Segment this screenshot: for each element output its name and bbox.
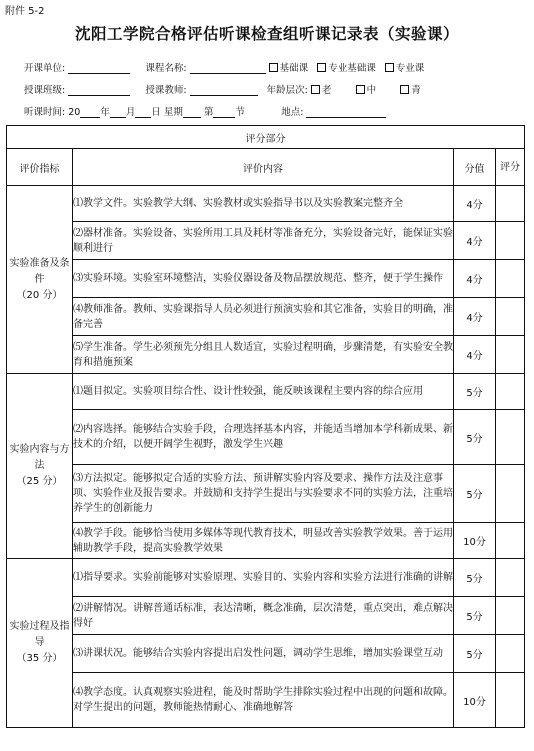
- score-cell: 10分: [454, 673, 496, 728]
- teacher-field[interactable]: [190, 85, 258, 96]
- basic-course-label: 基础课: [279, 63, 309, 74]
- professional-basic-course-checkbox[interactable]: [317, 63, 326, 72]
- rating-input-cell[interactable]: [496, 410, 525, 465]
- rating-input-cell[interactable]: [496, 186, 525, 222]
- age-young-checkbox[interactable]: [400, 85, 409, 94]
- unit-label: 开课单位:: [24, 63, 66, 74]
- professional-course-label: 专业课: [395, 63, 425, 74]
- score-cell: 5分: [454, 597, 496, 635]
- time-label: 听课时间:: [24, 107, 66, 118]
- indicator-cell: [7, 374, 73, 559]
- month-unit: 月: [125, 107, 136, 118]
- indicator-points: （25 分）: [16, 476, 63, 487]
- indicator-header: 评价指标: [7, 149, 73, 186]
- score-cell: 5分: [454, 374, 496, 410]
- header-row-class-teacher: [24, 82, 421, 96]
- rating-input-cell[interactable]: [496, 673, 525, 728]
- table-row: [7, 597, 525, 635]
- table-row: [7, 523, 525, 559]
- score-header: 分值: [454, 149, 496, 186]
- table-row: [7, 410, 525, 465]
- indicator-name: 实验内容与方法: [9, 444, 70, 471]
- content-cell: ⑷教师准备。教师、实验课指导人员必须进行预演实验和其它准备，实验目的明确，准备完善: [73, 298, 454, 336]
- table-row: [7, 260, 525, 298]
- score-cell: 4分: [454, 298, 496, 336]
- content-cell: ⑸学生准备。学生必须预先分组且人数适宜，实验过程明确，步骤清楚，有实验安全教育和措施预案: [73, 336, 454, 374]
- basic-course-checkbox[interactable]: [269, 63, 278, 72]
- rating-input-cell[interactable]: [496, 523, 525, 559]
- score-cell: 5分: [454, 559, 496, 597]
- professional-course-checkbox[interactable]: [385, 63, 394, 72]
- rating-input-cell[interactable]: [496, 635, 525, 673]
- rating-input-cell[interactable]: [496, 597, 525, 635]
- content-cell: ⑴题目拟定。实验项目综合性、设计性较强，能反映该课程主要内容的综合应用: [73, 374, 454, 410]
- attachment-label: 附件 5-2: [5, 6, 45, 17]
- age-young-label: 青: [411, 85, 421, 96]
- location-label: 地点:: [281, 107, 304, 118]
- content-cell: ⑵讲解情况。讲解普通话标准，表达清晰，概念准确，层次清楚，重点突出，难点解决得好: [73, 597, 454, 635]
- year-field[interactable]: [80, 107, 100, 118]
- table-row: [7, 559, 525, 597]
- rating-input-cell[interactable]: [496, 559, 525, 597]
- weekday-field[interactable]: [183, 107, 201, 118]
- indicator-cell: [7, 186, 73, 374]
- score-cell: 4分: [454, 336, 496, 374]
- content-cell: ⑵器材准备。实验设备、实验所用工具及耗材等准备充分，实验设备完好，能保证实验顺利进行: [73, 222, 454, 260]
- table-row: [7, 635, 525, 673]
- content-cell: ⑷教学手段。能够恰当使用多媒体等现代教育技术，明显改善实验教学效果。善于运用辅助教学手段，提高实验教学效果: [73, 523, 454, 559]
- rating-input-cell[interactable]: [496, 222, 525, 260]
- course-field[interactable]: [190, 63, 266, 74]
- period-unit: 节: [235, 107, 245, 118]
- class-field[interactable]: [68, 85, 130, 96]
- professional-basic-course-label: 专业基础课: [328, 63, 376, 74]
- week-label: 第: [203, 107, 214, 118]
- teacher-label: 授课教师:: [145, 85, 187, 96]
- month-field[interactable]: [110, 107, 126, 118]
- content-header: 评价内容: [73, 149, 454, 186]
- content-cell: ⑷教学态度。认真观察实验进程，能及时帮助学生排除实验过程中出现的问题和故障。对学生提出的问题，教师能热情耐心、准确地解答: [73, 673, 454, 728]
- table-row: [7, 222, 525, 260]
- year-prefix: 20: [68, 107, 81, 118]
- age-mid-label: 中: [366, 85, 377, 96]
- table-row: [7, 336, 525, 374]
- rating-input-cell[interactable]: [496, 336, 525, 374]
- score-cell: 10分: [454, 523, 496, 559]
- age-label: 年龄层次:: [266, 85, 308, 96]
- unit-field[interactable]: [68, 63, 130, 74]
- score-cell: 4分: [454, 186, 496, 222]
- table-row: [7, 298, 525, 336]
- score-cell: 5分: [454, 635, 496, 673]
- score-cell: 4分: [454, 260, 496, 298]
- content-cell: ⑵内容选择。能够结合实验手段，合理选择基本内容，并能适当增加本学科新成果、新技术的介绍，以便开阔学生视野，激发学生兴趣: [73, 410, 454, 465]
- period-field[interactable]: [213, 107, 235, 118]
- content-cell: ⑶方法拟定。能够拟定合适的实验方法、预讲解实验内容及要求、操作方法及注意事项、实验作业及报告要求。并鼓励和支持学生提出与实验要求不同的实验方法，注重培养学生的创新能力: [73, 465, 454, 523]
- header-row-unit-course: [24, 60, 424, 74]
- content-cell: ⑶讲课状况。能够结合实验内容提出启发性问题，调动学生思维，增加实验课堂互动: [73, 635, 454, 673]
- age-old-label: 老: [321, 85, 332, 96]
- rating-input-cell[interactable]: [496, 260, 525, 298]
- location-field[interactable]: [306, 107, 386, 118]
- section-title: 评分部分: [7, 126, 525, 149]
- score-cell: 5分: [454, 410, 496, 465]
- table-row: [7, 673, 525, 728]
- form-title: 沈阳工学院合格评估听课检查组听课记录表（实验课）: [74, 25, 459, 43]
- table-row: [7, 186, 525, 222]
- course-label: 课程名称:: [145, 63, 187, 74]
- day-unit: 日: [151, 107, 161, 118]
- indicator-name: 实验准备及条件: [9, 257, 70, 285]
- indicator-cell: [7, 559, 73, 728]
- day-field[interactable]: [135, 107, 151, 118]
- table-row: [7, 374, 525, 410]
- weekday-label: 星期: [163, 107, 183, 118]
- rating-input-cell[interactable]: [496, 465, 525, 523]
- content-cell: ⑶实验环境。实验室环境整洁，实验仪器设备及物品摆放规范、整齐，便于学生操作: [73, 260, 454, 298]
- evaluation-table: [6, 125, 525, 728]
- indicator-name: 实验过程及指导: [9, 621, 70, 648]
- indicator-points: （35 分）: [16, 653, 63, 664]
- table-row: [7, 465, 525, 523]
- rating-input-cell[interactable]: [496, 374, 525, 410]
- score-cell: 4分: [454, 222, 496, 260]
- score-cell: 5分: [454, 465, 496, 523]
- content-cell: ⑴指导要求。实验前能够对实验原理、实验目的、实验内容和实验方法进行准确的讲解: [73, 559, 454, 597]
- age-old-checkbox[interactable]: [311, 85, 320, 94]
- rating-input-cell[interactable]: [496, 298, 525, 336]
- rating-header: 评分: [496, 149, 525, 186]
- indicator-points: （20 分）: [16, 289, 63, 301]
- year-unit: 年: [100, 107, 110, 118]
- header-row-time-location: [24, 104, 386, 118]
- content-cell: ⑴教学文件。实验教学大纲、实验教材或实验指导书以及实验教案完整齐全: [73, 186, 454, 222]
- class-label: 授课班级:: [24, 85, 66, 96]
- age-mid-checkbox[interactable]: [356, 85, 365, 94]
